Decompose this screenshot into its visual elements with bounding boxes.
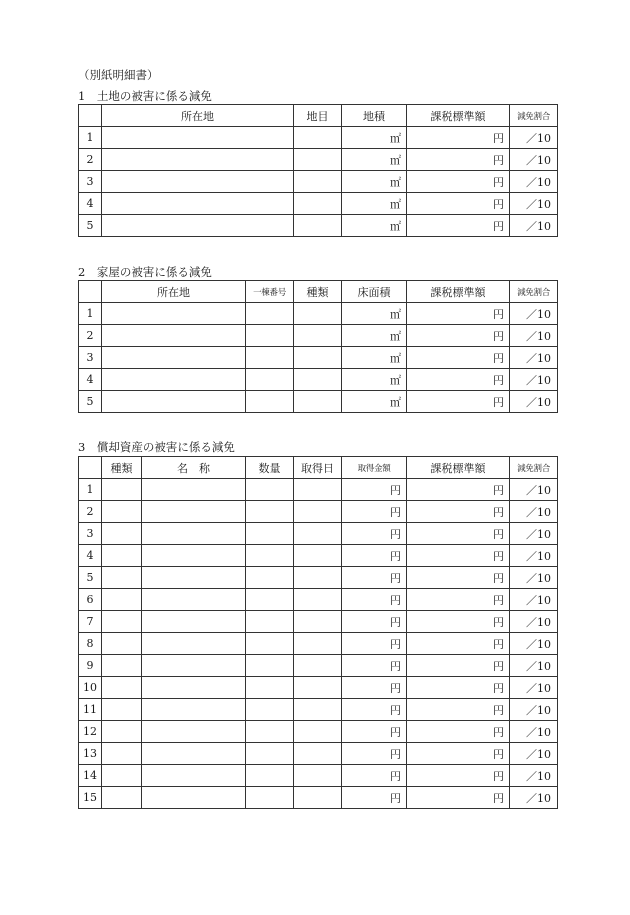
table-row	[79, 479, 558, 501]
table-row	[79, 501, 558, 523]
type-cell[interactable]	[102, 479, 142, 501]
name-cell[interactable]	[142, 633, 246, 655]
acquisition-date-cell[interactable]	[294, 699, 342, 721]
floor-area-cell[interactable]: ㎡	[342, 347, 407, 369]
acquisition-cost-cell[interactable]: 円	[342, 743, 407, 765]
quantity-cell[interactable]	[246, 787, 294, 809]
row-number: 10	[79, 677, 102, 699]
row-number: 3	[79, 347, 102, 369]
type-cell[interactable]	[102, 611, 142, 633]
acquisition-cost-cell[interactable]: 円	[342, 787, 407, 809]
quantity-cell[interactable]	[246, 633, 294, 655]
acquisition-cost-cell[interactable]: 円	[342, 699, 407, 721]
table-row	[79, 699, 558, 721]
name-cell[interactable]	[142, 721, 246, 743]
tax-base-cell[interactable]: 円	[407, 479, 510, 501]
row-number: 2	[79, 325, 102, 347]
land-area-cell[interactable]: ㎡	[342, 149, 407, 171]
name-cell[interactable]	[142, 589, 246, 611]
table-row	[79, 391, 558, 413]
acquisition-cost-cell[interactable]: 円	[342, 611, 407, 633]
tax-base-cell[interactable]: 円	[407, 215, 510, 237]
land-category-cell[interactable]	[294, 171, 342, 193]
table-row	[79, 127, 558, 149]
table-row	[79, 523, 558, 545]
location-cell[interactable]	[102, 369, 246, 391]
tax-base-cell[interactable]: 円	[407, 765, 510, 787]
acquisition-date-cell[interactable]	[294, 743, 342, 765]
table-row	[79, 171, 558, 193]
header-land-category: 地目	[294, 105, 342, 127]
table-row	[79, 215, 558, 237]
type-cell[interactable]	[102, 633, 142, 655]
building-number-cell[interactable]	[246, 325, 294, 347]
reduction-ratio-cell[interactable]: ／10	[510, 523, 558, 545]
quantity-cell[interactable]	[246, 523, 294, 545]
table-row	[79, 633, 558, 655]
table-row	[79, 369, 558, 391]
land-table-header	[79, 105, 558, 127]
section-title-land: 1 土地の被害に係る減免	[78, 89, 212, 103]
assets-table-header	[79, 457, 558, 479]
acquisition-date-cell[interactable]	[294, 479, 342, 501]
acquisition-date-cell[interactable]	[294, 787, 342, 809]
floor-area-cell[interactable]: ㎡	[342, 325, 407, 347]
table-row	[79, 325, 558, 347]
header-number	[79, 281, 102, 303]
type-cell[interactable]	[102, 699, 142, 721]
section-title-house: 2 家屋の被害に係る減免	[78, 265, 212, 279]
header-type: 種類	[102, 457, 142, 479]
name-cell[interactable]	[142, 567, 246, 589]
type-cell[interactable]	[102, 787, 142, 809]
tax-base-cell[interactable]: 円	[407, 721, 510, 743]
name-cell[interactable]	[142, 743, 246, 765]
row-number: 3	[79, 171, 102, 193]
reduction-ratio-cell[interactable]: ／10	[510, 127, 558, 149]
table-row	[79, 303, 558, 325]
table-row	[79, 787, 558, 809]
row-number: 5	[79, 215, 102, 237]
land-category-cell[interactable]	[294, 149, 342, 171]
tax-base-cell[interactable]: 円	[407, 347, 510, 369]
type-cell[interactable]	[102, 523, 142, 545]
house-table	[78, 280, 558, 413]
row-number: 13	[79, 743, 102, 765]
land-area-cell[interactable]: ㎡	[342, 193, 407, 215]
reduction-ratio-cell[interactable]: ／10	[510, 193, 558, 215]
row-number: 3	[79, 523, 102, 545]
type-cell[interactable]	[102, 567, 142, 589]
acquisition-cost-cell[interactable]: 円	[342, 523, 407, 545]
table-row	[79, 677, 558, 699]
name-cell[interactable]	[142, 677, 246, 699]
header-reduction-ratio: 減免割合	[510, 281, 558, 303]
type-cell[interactable]	[294, 325, 342, 347]
land-area-cell[interactable]: ㎡	[342, 171, 407, 193]
building-number-cell[interactable]	[246, 347, 294, 369]
document-caption: （別紙明細書）	[78, 68, 159, 82]
reduction-ratio-cell[interactable]: ／10	[510, 567, 558, 589]
reduction-ratio-cell[interactable]: ／10	[510, 303, 558, 325]
header-tax-base: 課税標準額	[407, 281, 510, 303]
building-number-cell[interactable]	[246, 369, 294, 391]
quantity-cell[interactable]	[246, 545, 294, 567]
name-cell[interactable]	[142, 523, 246, 545]
type-cell[interactable]	[102, 677, 142, 699]
type-cell[interactable]	[102, 721, 142, 743]
tax-base-cell[interactable]: 円	[407, 369, 510, 391]
header-reduction-ratio: 減免割合	[510, 457, 558, 479]
type-cell[interactable]	[102, 545, 142, 567]
row-number: 5	[79, 567, 102, 589]
acquisition-cost-cell[interactable]: 円	[342, 567, 407, 589]
type-cell[interactable]	[294, 369, 342, 391]
row-number: 4	[79, 545, 102, 567]
table-row	[79, 545, 558, 567]
assets-table	[78, 456, 558, 809]
table-row	[79, 589, 558, 611]
header-location: 所在地	[102, 281, 246, 303]
header-tax-base: 課税標準額	[407, 105, 510, 127]
tax-base-cell[interactable]: 円	[407, 325, 510, 347]
floor-area-cell[interactable]: ㎡	[342, 303, 407, 325]
header-floor-area: 床面積	[342, 281, 407, 303]
tax-base-cell[interactable]: 円	[407, 171, 510, 193]
acquisition-cost-cell[interactable]: 円	[342, 721, 407, 743]
header-number	[79, 457, 102, 479]
acquisition-date-cell[interactable]	[294, 545, 342, 567]
name-cell[interactable]	[142, 699, 246, 721]
reduction-ratio-cell[interactable]: ／10	[510, 391, 558, 413]
reduction-ratio-cell[interactable]: ／10	[510, 347, 558, 369]
land-category-cell[interactable]	[294, 127, 342, 149]
reduction-ratio-cell[interactable]: ／10	[510, 325, 558, 347]
table-row	[79, 193, 558, 215]
tax-base-cell[interactable]: 円	[407, 743, 510, 765]
header-acquisition-cost: 取得金額	[342, 457, 407, 479]
acquisition-cost-cell[interactable]: 円	[342, 765, 407, 787]
type-cell[interactable]	[102, 765, 142, 787]
header-number	[79, 105, 102, 127]
quantity-cell[interactable]	[246, 567, 294, 589]
table-row	[79, 567, 558, 589]
reduction-ratio-cell[interactable]: ／10	[510, 369, 558, 391]
header-land-area: 地積	[342, 105, 407, 127]
location-cell[interactable]	[102, 303, 246, 325]
type-cell[interactable]	[294, 391, 342, 413]
table-row	[79, 611, 558, 633]
acquisition-date-cell[interactable]	[294, 501, 342, 523]
location-cell[interactable]	[102, 127, 294, 149]
tax-base-cell[interactable]: 円	[407, 193, 510, 215]
quantity-cell[interactable]	[246, 743, 294, 765]
type-cell[interactable]	[102, 655, 142, 677]
location-cell[interactable]	[102, 347, 246, 369]
reduction-ratio-cell[interactable]: ／10	[510, 743, 558, 765]
acquisition-date-cell[interactable]	[294, 721, 342, 743]
type-cell[interactable]	[294, 347, 342, 369]
acquisition-date-cell[interactable]	[294, 567, 342, 589]
building-number-cell[interactable]	[246, 391, 294, 413]
table-row	[79, 149, 558, 171]
quantity-cell[interactable]	[246, 589, 294, 611]
row-number: 9	[79, 655, 102, 677]
type-cell[interactable]	[102, 501, 142, 523]
location-cell[interactable]	[102, 215, 294, 237]
row-number: 7	[79, 611, 102, 633]
reduction-ratio-cell[interactable]: ／10	[510, 171, 558, 193]
name-cell[interactable]	[142, 501, 246, 523]
acquisition-date-cell[interactable]	[294, 655, 342, 677]
reduction-ratio-cell[interactable]: ／10	[510, 699, 558, 721]
acquisition-date-cell[interactable]	[294, 523, 342, 545]
reduction-ratio-cell[interactable]: ／10	[510, 149, 558, 171]
acquisition-date-cell[interactable]	[294, 677, 342, 699]
acquisition-cost-cell[interactable]: 円	[342, 633, 407, 655]
quantity-cell[interactable]	[246, 611, 294, 633]
reduction-ratio-cell[interactable]: ／10	[510, 677, 558, 699]
tax-base-cell[interactable]: 円	[407, 589, 510, 611]
type-cell[interactable]	[102, 589, 142, 611]
header-location: 所在地	[102, 105, 294, 127]
header-quantity: 数量	[246, 457, 294, 479]
row-number: 1	[79, 127, 102, 149]
house-table-header	[79, 281, 558, 303]
acquisition-cost-cell[interactable]: 円	[342, 501, 407, 523]
row-number: 2	[79, 501, 102, 523]
acquisition-date-cell[interactable]	[294, 589, 342, 611]
quantity-cell[interactable]	[246, 655, 294, 677]
reduction-ratio-cell[interactable]: ／10	[510, 215, 558, 237]
row-number: 1	[79, 479, 102, 501]
type-cell[interactable]	[294, 303, 342, 325]
section-title-assets: 3 償却資産の被害に係る減免	[78, 440, 235, 454]
row-number: 12	[79, 721, 102, 743]
acquisition-date-cell[interactable]	[294, 633, 342, 655]
name-cell[interactable]	[142, 479, 246, 501]
row-number: 4	[79, 193, 102, 215]
tax-base-cell[interactable]: 円	[407, 391, 510, 413]
name-cell[interactable]	[142, 655, 246, 677]
acquisition-cost-cell[interactable]: 円	[342, 479, 407, 501]
row-number: 15	[79, 787, 102, 809]
acquisition-cost-cell[interactable]: 円	[342, 589, 407, 611]
tax-base-cell[interactable]: 円	[407, 699, 510, 721]
row-number: 6	[79, 589, 102, 611]
name-cell[interactable]	[142, 611, 246, 633]
tax-base-cell[interactable]: 円	[407, 545, 510, 567]
location-cell[interactable]	[102, 149, 294, 171]
tax-base-cell[interactable]: 円	[407, 303, 510, 325]
location-cell[interactable]	[102, 171, 294, 193]
location-cell[interactable]	[102, 325, 246, 347]
tax-base-cell[interactable]: 円	[407, 523, 510, 545]
land-table	[78, 104, 558, 237]
row-number: 1	[79, 303, 102, 325]
reduction-ratio-cell[interactable]: ／10	[510, 633, 558, 655]
table-row	[79, 721, 558, 743]
reduction-ratio-cell[interactable]: ／10	[510, 545, 558, 567]
name-cell[interactable]	[142, 545, 246, 567]
building-number-cell[interactable]	[246, 303, 294, 325]
tax-base-cell[interactable]: 円	[407, 787, 510, 809]
reduction-ratio-cell[interactable]: ／10	[510, 765, 558, 787]
header-reduction-ratio: 減免割合	[510, 105, 558, 127]
name-cell[interactable]	[142, 765, 246, 787]
name-cell[interactable]	[142, 787, 246, 809]
row-number: 8	[79, 633, 102, 655]
quantity-cell[interactable]	[246, 765, 294, 787]
tax-base-cell[interactable]: 円	[407, 633, 510, 655]
header-type: 種類	[294, 281, 342, 303]
floor-area-cell[interactable]: ㎡	[342, 369, 407, 391]
row-number: 2	[79, 149, 102, 171]
quantity-cell[interactable]	[246, 501, 294, 523]
quantity-cell[interactable]	[246, 677, 294, 699]
table-row	[79, 765, 558, 787]
header-building-number: 一棟番号	[246, 281, 294, 303]
location-cell[interactable]	[102, 391, 246, 413]
reduction-ratio-cell[interactable]: ／10	[510, 787, 558, 809]
tax-base-cell[interactable]: 円	[407, 127, 510, 149]
tax-base-cell[interactable]: 円	[407, 655, 510, 677]
land-area-cell[interactable]: ㎡	[342, 215, 407, 237]
header-acquisition-date: 取得日	[294, 457, 342, 479]
row-number: 11	[79, 699, 102, 721]
row-number: 5	[79, 391, 102, 413]
table-row	[79, 655, 558, 677]
acquisition-cost-cell[interactable]: 円	[342, 677, 407, 699]
acquisition-date-cell[interactable]	[294, 765, 342, 787]
floor-area-cell[interactable]: ㎡	[342, 391, 407, 413]
tax-base-cell[interactable]: 円	[407, 677, 510, 699]
table-row	[79, 743, 558, 765]
reduction-ratio-cell[interactable]: ／10	[510, 501, 558, 523]
quantity-cell[interactable]	[246, 721, 294, 743]
header-tax-base: 課税標準額	[407, 457, 510, 479]
acquisition-cost-cell[interactable]: 円	[342, 655, 407, 677]
location-cell[interactable]	[102, 193, 294, 215]
land-area-cell[interactable]: ㎡	[342, 127, 407, 149]
table-row	[79, 347, 558, 369]
acquisition-cost-cell[interactable]: 円	[342, 545, 407, 567]
reduction-ratio-cell[interactable]: ／10	[510, 611, 558, 633]
reduction-ratio-cell[interactable]: ／10	[510, 589, 558, 611]
tax-base-cell[interactable]: 円	[407, 567, 510, 589]
land-category-cell[interactable]	[294, 215, 342, 237]
tax-base-cell[interactable]: 円	[407, 611, 510, 633]
header-name: 名 称	[142, 457, 246, 479]
tax-base-cell[interactable]: 円	[407, 149, 510, 171]
reduction-ratio-cell[interactable]: ／10	[510, 479, 558, 501]
row-number: 14	[79, 765, 102, 787]
reduction-ratio-cell[interactable]: ／10	[510, 655, 558, 677]
land-category-cell[interactable]	[294, 193, 342, 215]
quantity-cell[interactable]	[246, 479, 294, 501]
reduction-ratio-cell[interactable]: ／10	[510, 721, 558, 743]
tax-base-cell[interactable]: 円	[407, 501, 510, 523]
acquisition-date-cell[interactable]	[294, 611, 342, 633]
type-cell[interactable]	[102, 743, 142, 765]
quantity-cell[interactable]	[246, 699, 294, 721]
row-number: 4	[79, 369, 102, 391]
